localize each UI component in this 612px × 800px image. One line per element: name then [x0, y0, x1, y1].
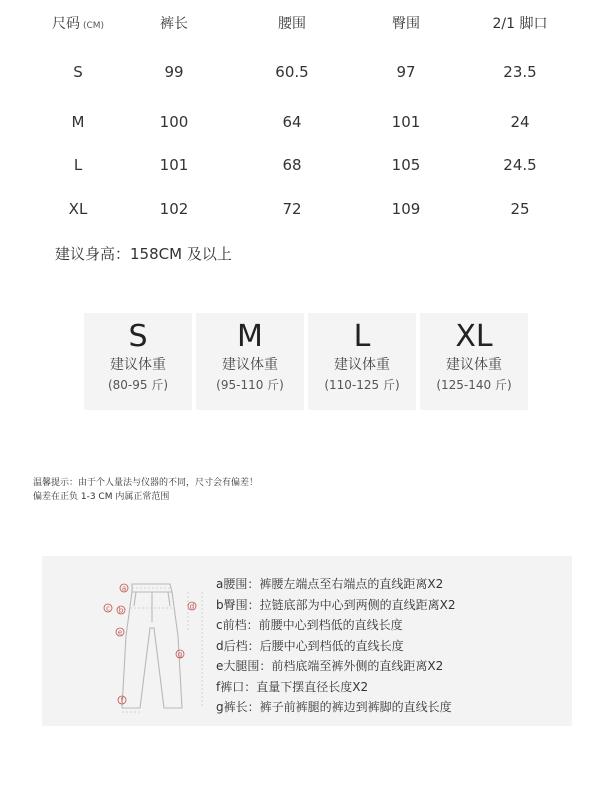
definition-hip: b臀围：拉链底部为中心到两侧的直线距离X2 [216, 597, 456, 612]
diagram-label-a: a [121, 584, 127, 593]
card-size: XL [455, 319, 493, 354]
card-label: 建议体重 [222, 357, 278, 373]
cell-size: L [73, 156, 83, 174]
cell-length: 101 [159, 156, 189, 174]
diagram-label-b: b [118, 606, 124, 615]
cell-hem: 25 [510, 200, 530, 218]
definition-back-rise: d后档：后腰中心到档低的直线长度 [216, 638, 404, 653]
pants-diagram-icon [92, 576, 212, 716]
height-note: 建议身高：158CM 及以上 [55, 245, 232, 263]
measurement-panel [42, 556, 572, 726]
table-header-row [0, 13, 612, 35]
table-row [0, 154, 612, 176]
card-range: (80-95 斤) [107, 378, 169, 392]
measurement-definitions [216, 574, 455, 718]
table-row [0, 111, 612, 133]
definition-waist: a腰围：裤腰左端点至右端点的直线距离X2 [216, 577, 444, 591]
header-size: 尺码 (CM) [51, 16, 105, 32]
card-range: (110-125 斤) [324, 378, 400, 392]
header-waist: 腰围 [278, 16, 306, 32]
cell-hip: 97 [396, 63, 416, 81]
weight-card-m [196, 313, 304, 410]
diagram-label-f: f [120, 696, 124, 705]
cell-hem: 24 [510, 113, 530, 131]
card-label: 建议体重 [334, 357, 390, 373]
cell-length: 100 [159, 113, 189, 131]
cell-hip: 109 [391, 200, 421, 218]
card-label: 建议体重 [110, 357, 166, 373]
tip-line: 偏差在正负 1-3 CM 内属正常范围 [33, 492, 170, 502]
tip-line: 温馨提示：由于个人量法与仪器的不同，尺寸会有偏差！ [33, 478, 259, 488]
diagram-label-e: e [117, 628, 123, 637]
header-hip: 臀围 [392, 16, 420, 32]
diagram-label-d: d [189, 602, 195, 611]
cell-length: 99 [164, 63, 184, 81]
header-hem: 2/1 脚口 [492, 16, 548, 32]
cell-size: M [71, 113, 85, 131]
definition-length: g裤长：裤子前裤腿的裤边到裤脚的直线长度 [216, 700, 452, 714]
card-size: L [353, 319, 371, 354]
measurement-tips [33, 476, 258, 504]
definition-thigh: e大腿围：前档底端至裤外侧的直线距离X2 [216, 659, 444, 673]
table-row [0, 61, 612, 83]
cell-hem: 23.5 [503, 63, 537, 81]
card-range: (125-140 斤) [436, 378, 512, 392]
cell-length: 102 [159, 200, 189, 218]
card-size: M [237, 319, 263, 354]
weight-card-l [308, 313, 416, 410]
cell-waist: 72 [282, 200, 302, 218]
table-row [0, 198, 612, 220]
cell-waist: 68 [282, 156, 302, 174]
cell-size: S [73, 63, 83, 81]
cell-hem: 24.5 [503, 156, 537, 174]
definition-leg-opening: f裤口：直量下摆直径长度X2 [216, 679, 369, 694]
card-size: S [128, 319, 148, 354]
cell-waist: 60.5 [275, 63, 309, 81]
card-range: (95-110 斤) [216, 378, 284, 392]
cell-size: XL [68, 200, 88, 218]
diagram-label-g: g [177, 650, 183, 659]
cell-hip: 101 [391, 113, 421, 131]
weight-card-xl [420, 313, 528, 410]
weight-card-s [84, 313, 192, 410]
definition-front-rise: c前档：前腰中心到档低的直线长度 [216, 618, 403, 632]
cell-hip: 105 [391, 156, 421, 174]
card-label: 建议体重 [446, 357, 502, 373]
header-length: 裤长 [160, 16, 188, 32]
cell-waist: 64 [282, 113, 302, 131]
diagram-label-c: c [106, 604, 110, 613]
